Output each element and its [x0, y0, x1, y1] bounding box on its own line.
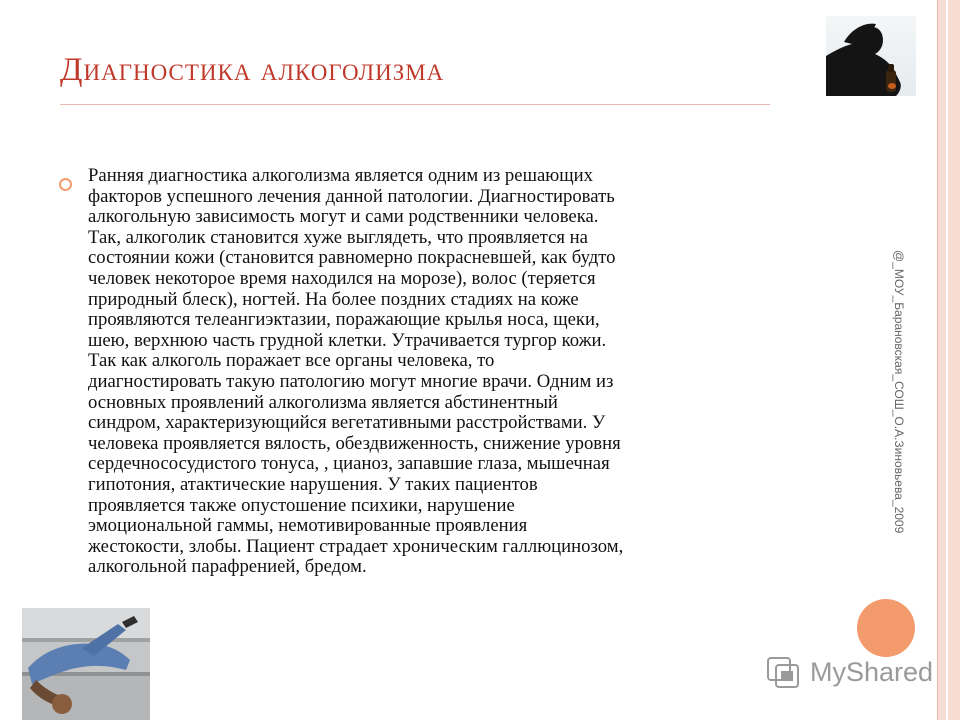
paragraph-line: проявляется также опустошение психики, нарушение — [88, 494, 515, 516]
myshared-logo-icon — [764, 652, 804, 692]
paragraph-line: человек некоторое время находился на морозе), волос (теряется — [88, 267, 596, 289]
person-lying-on-steps-photo — [22, 608, 150, 720]
paragraph-line: шею, верхнюю часть грудной клетки. Утрачивается тургор кожи. — [88, 329, 607, 351]
silhouette-man-with-bottle-photo — [826, 16, 916, 96]
slide-title: Диагностика алкоголизма — [60, 52, 445, 88]
paragraph-line: Так, алкоголик становится хуже выглядеть, что проявляется на — [88, 226, 588, 248]
paragraph-line: человека проявляется вялость, обездвиженность, снижение уровня — [88, 432, 621, 454]
paragraph-body — [88, 166, 833, 578]
paragraph-line: диагностировать такую патологию могут многие врачи. Одним из — [88, 370, 614, 392]
paragraph-line: гипотония, атактические нарушения. У таких пациентов — [88, 473, 538, 495]
paragraph-line: природный блеск), ногтей. На более поздних стадиях на коже — [88, 288, 579, 310]
vertical-author-caption: @_МОУ_Барановская_СОШ_О.А.Зиновьева_2009 — [892, 250, 906, 534]
paragraph-line: Ранняя диагностика алкоголизма является одним из решающих — [88, 165, 593, 186]
paragraph-line: состоянии кожи (становится равномерно покрасневшей, как будто — [88, 247, 616, 269]
paragraph-line: сердечнососудистого тонуса, , цианоз, запавшие глаза, мышечная — [88, 453, 610, 475]
bullet-circle — [59, 178, 72, 191]
paragraph-line: синдром, характеризующийся вегетативными расстройствами. У — [88, 412, 606, 434]
paragraph-line: основных проявлений алкоголизма является абстинентный — [88, 391, 558, 413]
paragraph-line: проявляются телеангиэктазии, поражающие крылья носа, щеки, — [88, 309, 600, 331]
paragraph-line: Так как алкоголь поражает все органы человека, то — [88, 350, 495, 372]
watermark-text: MyShared — [810, 656, 934, 687]
paragraph-line: факторов успешного лечения данной патологии. Диагностировать — [88, 185, 615, 207]
myshared-watermark — [764, 652, 933, 692]
paragraph-line: жестокости, злобы. Пациент страдает хроническим галлюцинозом, — [88, 535, 624, 557]
title-underline — [60, 104, 770, 105]
paragraph-line: алкогольной парафренией, бредом. — [88, 556, 367, 578]
paragraph-line: алкогольную зависимость могут и сами родственники человека. — [88, 206, 599, 228]
paragraph-line: эмоциональной гаммы, немотивированные проявления — [88, 515, 528, 537]
right-decorative-stripe — [937, 0, 960, 720]
orange-decorative-circle — [857, 599, 915, 657]
